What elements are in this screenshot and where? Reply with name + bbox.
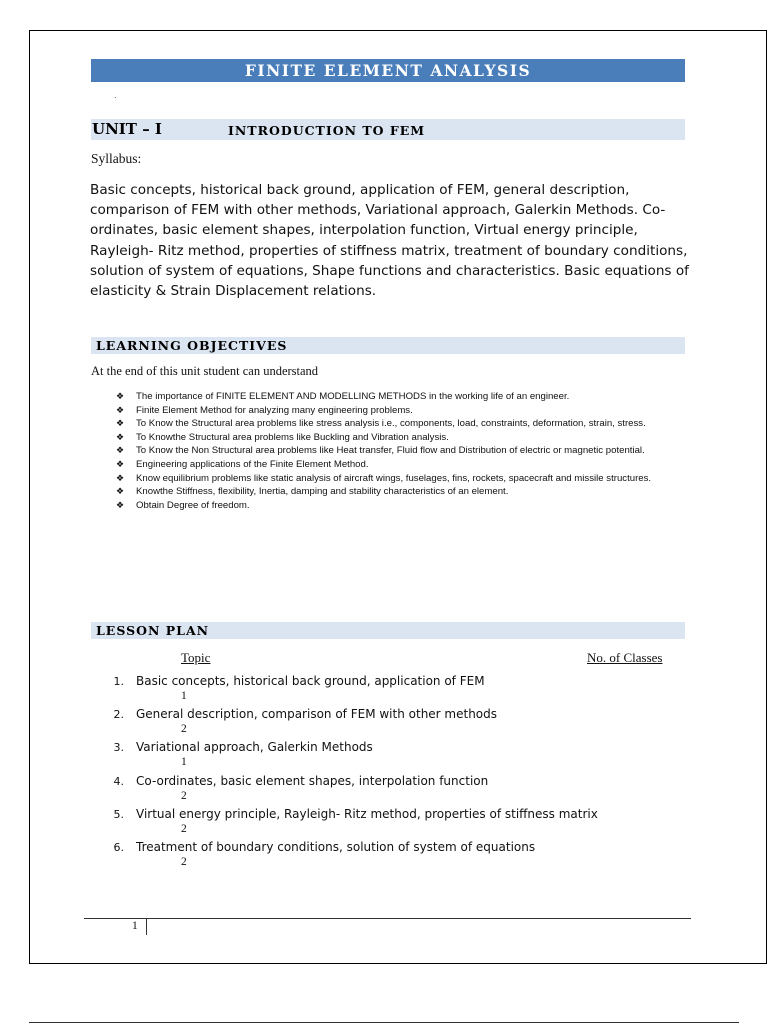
objective-text: Engineering applications of the Finite Element Method.: [136, 458, 369, 470]
diamond-bullet-icon: ❖: [116, 418, 125, 429]
objective-item: [116, 431, 684, 445]
lesson-topic: Virtual energy principle, Rayleigh- Ritz method, properties of stiffness matrix: [136, 806, 598, 821]
objective-item: [116, 499, 684, 513]
lesson-class-count: 1: [181, 690, 187, 702]
diamond-bullet-icon: ❖: [116, 472, 125, 483]
next-page-edge: [29, 1022, 739, 1023]
lesson-class-count: 1: [181, 756, 187, 769]
objective-item: [116, 404, 684, 418]
objective-item: [116, 390, 684, 404]
topic-column-header: Topic: [181, 650, 211, 665]
lesson-class-count: 2: [181, 789, 187, 802]
lesson-row: [110, 673, 690, 706]
objective-text: Know equilibrium problems like static analysis of aircraft wings, fuselages, fins, rockets, spacecraft and missile structures.: [136, 472, 652, 484]
objective-text: To Know the Structural area problems like stress analysis i.e., components, load, constraints, deformation, strain, stress.: [136, 418, 646, 430]
lesson-topic: Co-ordinates, basic element shapes, interpolation function: [136, 773, 489, 788]
lesson-plan-heading: LESSON PLAN: [91, 622, 685, 639]
page-number: 1: [132, 920, 138, 932]
lesson-class-count: 2: [181, 855, 187, 868]
lesson-topic: General description, comparison of FEM with other methods: [136, 707, 498, 722]
diamond-bullet-icon: ❖: [116, 391, 125, 401]
diamond-bullet-icon: ❖: [116, 486, 125, 497]
unit-heading-bar: [91, 119, 685, 140]
lesson-number: 5.: [113, 807, 124, 821]
document-title: FINITE ELEMENT ANALYSIS: [91, 59, 685, 82]
diamond-bullet-icon: ❖: [116, 404, 125, 415]
objectives-list: [116, 390, 684, 512]
learning-objectives-heading: LEARNING OBJECTIVES: [91, 337, 685, 354]
objective-text: To Knowthe Structural area problems like Buckling and Vibration analysis.: [136, 431, 449, 443]
lesson-row: [110, 739, 690, 772]
lesson-row: [110, 806, 690, 839]
lesson-class-count: 2: [181, 822, 187, 835]
objective-item: [116, 444, 684, 458]
lesson-number: 6.: [113, 840, 124, 854]
footer-rule: [84, 918, 691, 919]
objective-text: To Know the Non Structural area problems like Heat transfer, Fluid flow and Distribution of electric or magnetic potential.: [136, 445, 645, 457]
lesson-number: 3.: [113, 741, 124, 755]
syllabus-label: Syllabus:: [91, 151, 142, 166]
page-number-separator: [146, 919, 147, 935]
diamond-bullet-icon: ❖: [116, 458, 125, 469]
objective-text: Knowthe Stiffness, flexibility, Inertia, damping and stability characteristics of an element.: [136, 486, 509, 498]
stray-mark: .: [114, 91, 117, 100]
lesson-topic: Basic concepts, historical back ground, application of FEM: [136, 674, 485, 688]
objective-text: Finite Element Method for analyzing many engineering problems.: [136, 404, 413, 416]
lesson-number: 1.: [113, 675, 124, 688]
lesson-row: [110, 706, 690, 739]
classes-column-header: No. of Classes: [587, 650, 663, 665]
objective-item: [116, 458, 684, 472]
unit-label: UNIT – I: [92, 120, 162, 138]
document-page: [29, 30, 767, 964]
lesson-number: 2.: [113, 708, 124, 722]
objective-item: [116, 472, 684, 486]
objective-text: Obtain Degree of freedom.: [136, 499, 250, 511]
lesson-row: [110, 839, 690, 872]
diamond-bullet-icon: ❖: [116, 499, 125, 510]
unit-title: INTRODUCTION TO FEM: [228, 123, 426, 138]
syllabus-text: Basic concepts, historical back ground, application of FEM, general description, comparison of FEM with other methods, Variational approach, Galerkin Methods. Co-ordinates, basic element shapes, interpolation function, Virtual energy principle, Rayleigh- Ritz method, properties of stiffness matrix, treatment of boundary conditions, solution of system of equations, Shape functions and characteristics. Basic equations of elasticity & Strain Displacement relations.: [90, 182, 689, 300]
objective-item: [116, 485, 684, 499]
objectives-intro: At the end of this unit student can understand: [91, 364, 319, 378]
objective-item: [116, 417, 684, 431]
lesson-number: 4.: [113, 774, 124, 788]
lesson-plan-list: [110, 673, 690, 872]
lesson-topic: Treatment of boundary conditions, solution of system of equations: [136, 839, 536, 854]
lesson-topic: Variational approach, Galerkin Methods: [136, 740, 373, 755]
lesson-class-count: 2: [181, 723, 187, 736]
diamond-bullet-icon: ❖: [116, 431, 125, 442]
objective-text: The importance of FINITE ELEMENT AND MODELLING METHODS in the working life of an engineer.: [136, 391, 570, 402]
diamond-bullet-icon: ❖: [116, 445, 125, 456]
lesson-row: [110, 773, 690, 806]
